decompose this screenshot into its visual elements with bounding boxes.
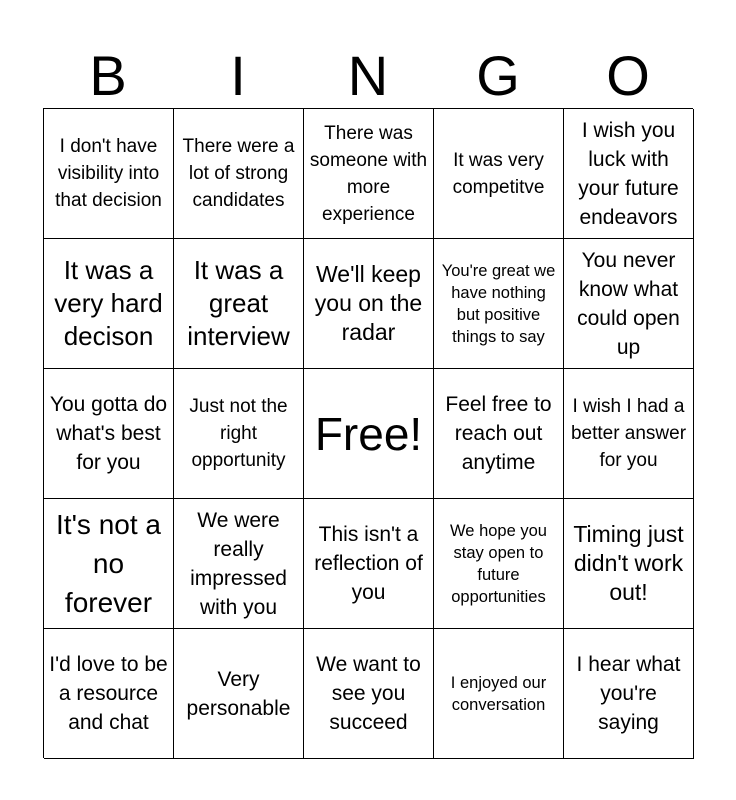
cell-text: Just not the right opportunity	[189, 396, 288, 471]
cell-text: I don't have visibility into that decision	[55, 136, 162, 211]
cell-text: Timing just didn't work out!	[573, 521, 684, 605]
cell-text: It was a very hard decison	[54, 255, 163, 351]
bingo-cell[interactable]	[174, 499, 304, 629]
bingo-cell[interactable]	[44, 499, 174, 629]
cell-text: We'll keep you on the radar	[314, 261, 423, 345]
cell-text: It's not a no forever	[56, 509, 161, 618]
free-space[interactable]	[304, 369, 434, 499]
header-letter-o: O	[606, 44, 650, 107]
cell-text: There was someone with more experience	[309, 122, 428, 225]
cell-text: I enjoyed our conversation	[450, 673, 547, 714]
bingo-card	[43, 108, 693, 758]
cell-text: There were a lot of strong candidates	[182, 136, 295, 211]
bingo-cell[interactable]	[564, 239, 694, 369]
bingo-cell[interactable]	[174, 239, 304, 369]
bingo-cell[interactable]	[434, 239, 564, 369]
cell-text: This isn't a reflection of you	[314, 523, 423, 604]
cell-text: I'd love to be a resource and chat	[49, 653, 168, 734]
cell-text: Feel free to reach out anytime	[445, 393, 552, 474]
bingo-cell[interactable]	[304, 239, 434, 369]
cell-text: It was very competitve	[452, 149, 545, 198]
bingo-cell[interactable]	[174, 369, 304, 499]
cell-text: We were really impressed with you	[190, 508, 287, 619]
header-letter-i: I	[230, 44, 246, 107]
cell-text: You gotta do what's best for you	[49, 393, 168, 474]
bingo-cell[interactable]	[174, 629, 304, 759]
cell-text: We hope you stay open to future opportunities	[450, 521, 547, 606]
bingo-cell[interactable]	[304, 629, 434, 759]
bingo-cell[interactable]	[44, 239, 174, 369]
cell-text: I hear what you're saying	[576, 653, 681, 734]
cell-text: We want to see you succeed	[316, 653, 421, 734]
bingo-cell[interactable]	[44, 369, 174, 499]
bingo-cell[interactable]	[564, 109, 694, 239]
cell-text: I wish you luck with your future endeavors	[578, 118, 679, 229]
cell-text: I wish I had a better answer for you	[570, 396, 687, 471]
bingo-cell[interactable]	[304, 499, 434, 629]
cell-text: You never know what could open up	[577, 248, 680, 359]
cell-text: Very personable	[186, 667, 291, 720]
cell-text: You're great we have nothing but positive things to say	[441, 261, 556, 346]
bingo-cell[interactable]	[564, 629, 694, 759]
bingo-header	[43, 40, 693, 108]
bingo-cell[interactable]	[44, 109, 174, 239]
bingo-cell[interactable]	[174, 109, 304, 239]
header-letter-g: G	[476, 44, 520, 107]
header-letter-b: B	[89, 44, 127, 107]
bingo-cell[interactable]	[434, 629, 564, 759]
bingo-cell[interactable]	[434, 499, 564, 629]
bingo-cell[interactable]	[564, 499, 694, 629]
bingo-cell[interactable]	[304, 109, 434, 239]
cell-text: It was a great interview	[187, 255, 290, 351]
bingo-cell[interactable]	[564, 369, 694, 499]
bingo-cell[interactable]	[44, 629, 174, 759]
bingo-cell[interactable]	[434, 369, 564, 499]
free-space-label: Free!	[314, 407, 423, 460]
bingo-cell[interactable]	[434, 109, 564, 239]
header-letter-n: N	[347, 44, 389, 107]
